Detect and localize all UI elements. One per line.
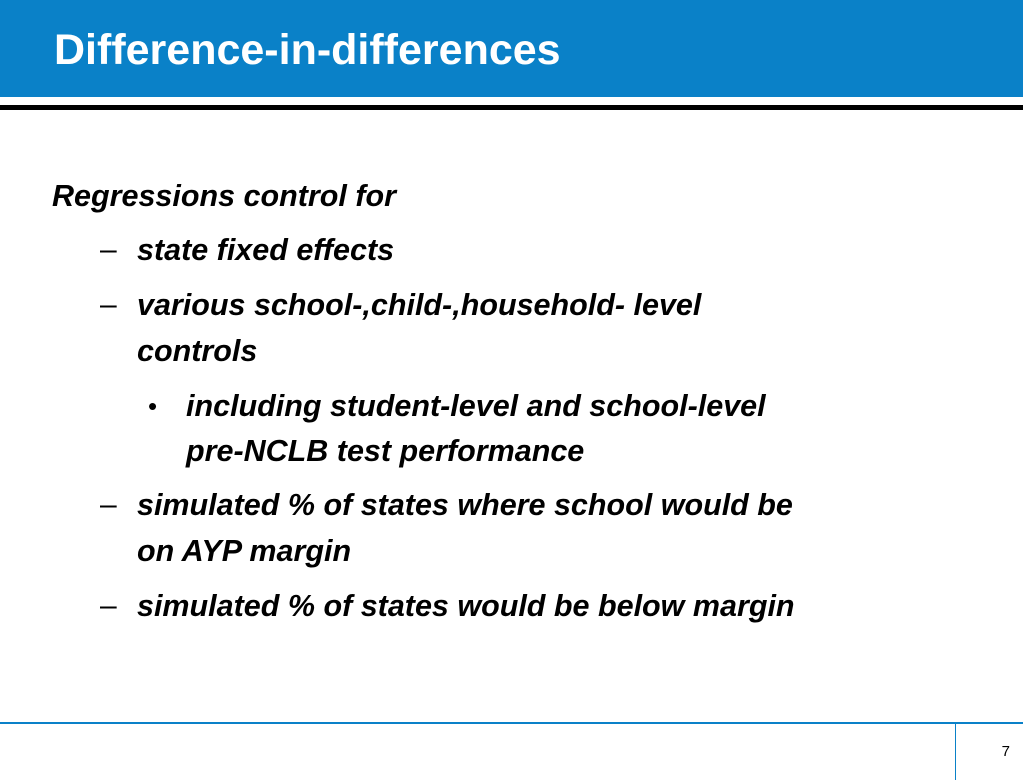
footer-rule bbox=[0, 722, 1023, 724]
item-below-margin: simulated % of states would be below margin bbox=[137, 589, 795, 623]
dash-marker: – bbox=[100, 233, 117, 266]
page-number: 7 bbox=[1001, 743, 1010, 760]
slide-title: Difference-in-differences bbox=[54, 26, 561, 74]
item-controls-line-1: various school-,child-,household- level bbox=[137, 288, 702, 322]
item-ayp-margin-line-2: on AYP margin bbox=[137, 534, 352, 568]
item-state-fixed-effects: state fixed effects bbox=[137, 233, 395, 267]
intro-text: Regressions control for bbox=[52, 179, 397, 213]
item-controls-line-2: controls bbox=[137, 334, 258, 368]
subitem-test-performance-line-2: pre-NCLB test performance bbox=[186, 434, 585, 468]
subitem-test-performance-line-1: including student-level and school-level bbox=[186, 389, 766, 423]
item-ayp-margin-line-1: simulated % of states where school would be bbox=[137, 488, 793, 522]
dash-marker: – bbox=[100, 488, 117, 521]
dash-marker: – bbox=[100, 288, 117, 321]
bullet-marker: • bbox=[148, 391, 158, 421]
dash-marker: – bbox=[100, 589, 117, 622]
